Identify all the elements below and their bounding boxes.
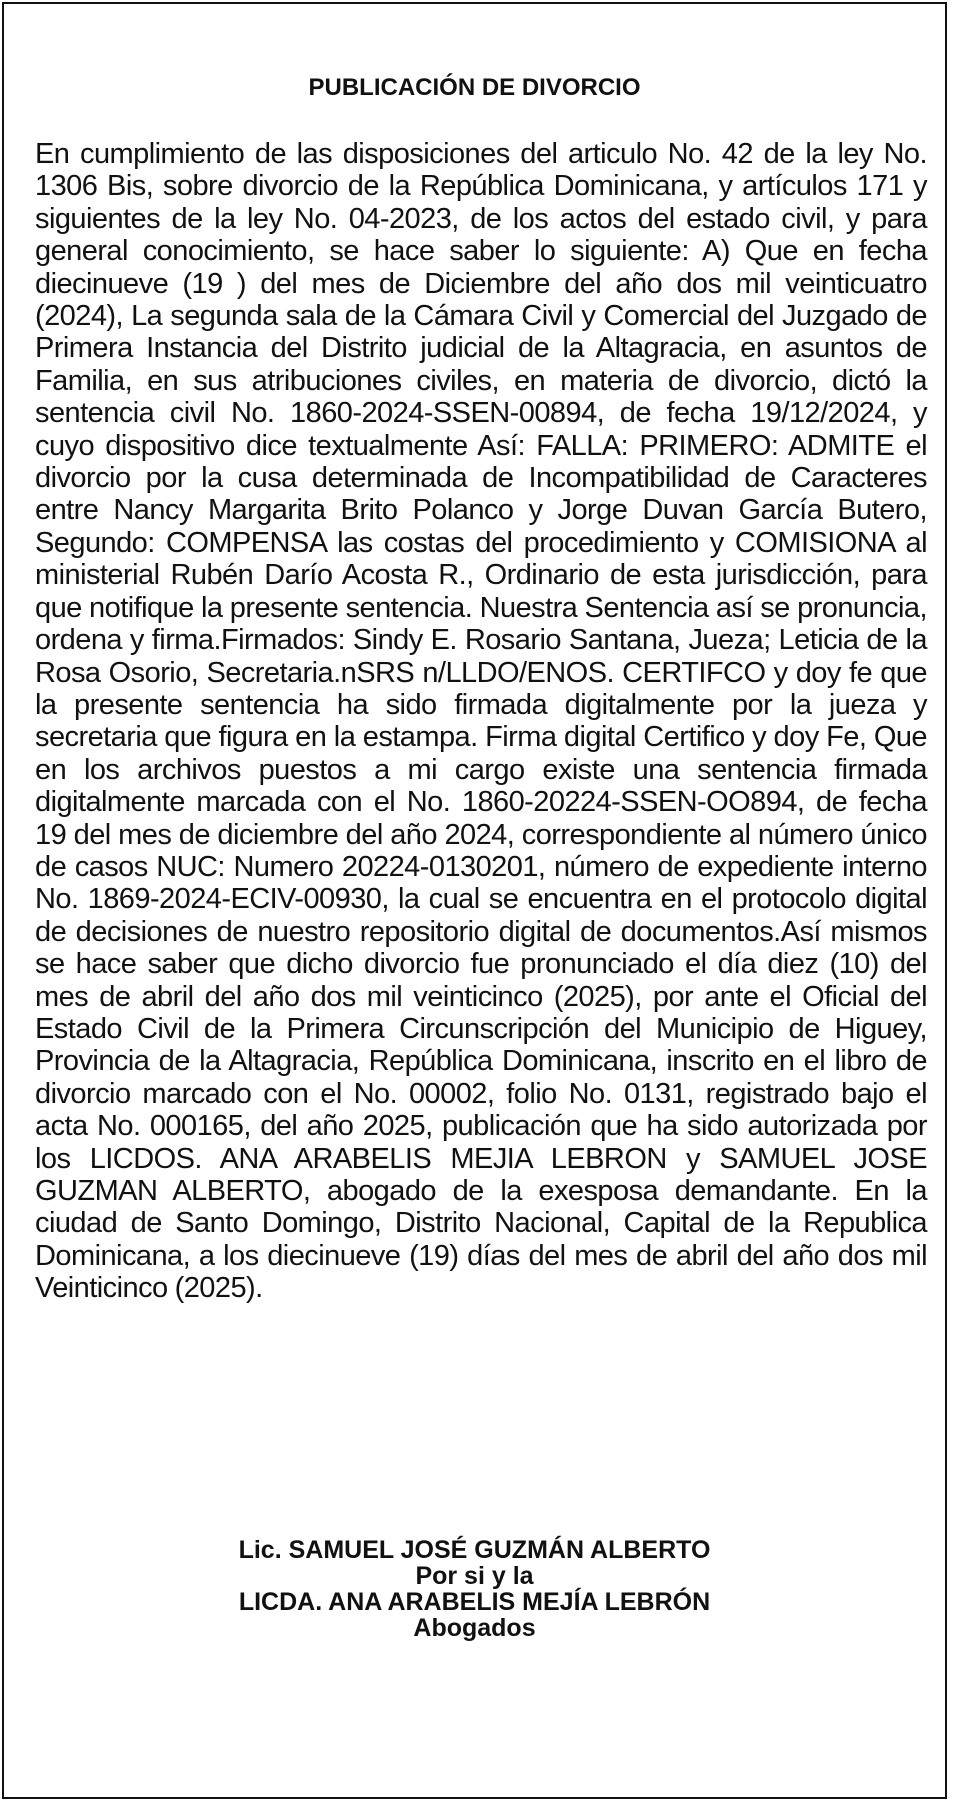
signature-role: Abogados [413,1614,536,1642]
publication-frame [2,2,947,1799]
signature-connector: Por si y la [415,1562,534,1590]
signature-block [4,1537,945,1641]
signature-lawyer-2: LICDA. ANA ARABELIS MEJÍA LEBRÓN [238,1588,711,1616]
publication-title: PUBLICACIÓN DE DIVORCIO [308,74,641,101]
signature-lawyer-1: Lic. SAMUEL JOSÉ GUZMÁN ALBERTO [238,1536,711,1564]
publication-body: En cumplimiento de las disposiciones del articulo No. 42 de la ley No. 1306 Bis, sobre divorcio de la República Dominicana, y artículos 171 y siguientes de la ley No. 04-2023, de los actos del estado civil, y para general conocimiento, se hace saber lo siguiente: A) Que en fecha diecinueve (19 ) del mes de Diciembre del año dos mil veinticuatro (2024), La segunda sala de la Cámara Civil y Comercial del Juzgado de Primera Instancia del Distrito judicial de la Altagracia, en asuntos de Familia, en sus atribuciones civiles, en materia de divorcio, dictó la sentencia civil No. 1860-2024-SSEN-00894, de fecha 19/12/2024, y cuyo dispositivo dice textualmente Así: FALLA: PRIMERO: ADMITE el divorcio por la cusa determinada de Incompatibilidad de Caracteres entre Nancy Margarita Brito Polanco y Jorge Duvan García Butero, Segundo: COMPENSA las costas del procedimiento y COMISIONA al ministerial Rubén Darío Acosta R., Ordinario de esta jurisdicción, para que notifique la presente sentencia. Nuestra Sentencia así se pronuncia, ordena y firma.Firmados: Sindy E. Rosario Santana, Jueza; Leticia de la Rosa Osorio, Secretaria.nSRS n/LLDO/ENOS. CERTIFCO y doy fe que la presente sentencia ha sido firmada digitalmente por la jueza y secretaria que figura en la estampa. Firma digital Certifico y doy Fe, Que en los archivos puestos a mi cargo existe una sentencia firmada digitalmente marcada con el No. 1860-20224-SSEN-OO894, de fecha 19 del mes de diciembre del año 2024, correspondiente al número único de casos NUC: Numero 20224-0130201, número de expediente interno No. 1869-2024-ECIV-00930, la cual se encuentra en el protocolo digital de decisiones de nuestro repositorio digital de documentos.Así mismos se hace saber que dicho divorcio fue pronunciado el día diez (10) del mes de abril del año dos mil veinticinco (2025), por ante el Oficial del Estado Civil de la Primera Circunscripción del Municipio de Higuey, Provincia de la Altagracia, República Dominicana, inscrito en el libro de divorcio marcado con el No. 00002, folio No. 0131, registrado bajo el acta No. 000165, del año 2025, publicación que ha sido autorizada por los LICDOS. ANA ARABELIS MEJIA LEBRON y SAMUEL JOSE GUZMAN ALBERTO, abogado de la exesposa demandante. En la ciudad de Santo Domingo, Distrito Nacional, Capital de la Republica Dominicana, a los diecinueve (19) días del mes de abril del año dos mil Veinticinco (2025). [35,138,927,1305]
